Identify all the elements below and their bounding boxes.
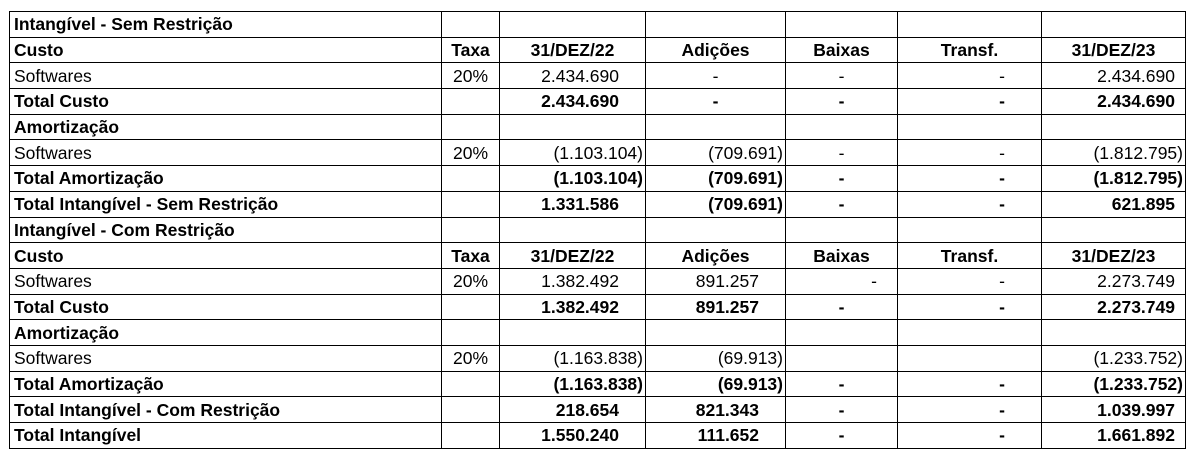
row-end: 2.273.749 xyxy=(1042,294,1186,320)
row-adicoes: 891.257 xyxy=(646,294,786,320)
header-taxa: Taxa xyxy=(442,37,500,63)
row-start: 1.331.586 xyxy=(500,191,646,217)
row-end: (1.812.795) xyxy=(1042,166,1186,192)
row-label: Total Amortização xyxy=(10,371,442,397)
row-taxa: 20% xyxy=(442,63,500,89)
header-adicoes: Adições xyxy=(646,37,786,63)
row-label: Softwares xyxy=(10,63,442,89)
row-label: Softwares xyxy=(10,140,442,166)
table-row xyxy=(10,140,1186,166)
row-label: Total Amortização xyxy=(10,166,442,192)
row-baixas: - xyxy=(786,268,898,294)
header-adicoes: Adições xyxy=(646,243,786,269)
row-start: 1.550.240 xyxy=(500,423,646,449)
header-start: 31/DEZ/22 xyxy=(500,37,646,63)
total-row xyxy=(10,89,1186,115)
table-row xyxy=(10,63,1186,89)
row-end: (1.233.752) xyxy=(1042,371,1186,397)
row-baixas: - xyxy=(786,63,898,89)
row-label: Total Custo xyxy=(10,89,442,115)
row-label: Total Intangível - Sem Restrição xyxy=(10,191,442,217)
section-title-row xyxy=(10,12,1186,38)
row-baixas: - xyxy=(786,89,898,115)
header-taxa: Taxa xyxy=(442,243,500,269)
row-adicoes: 891.257 xyxy=(646,268,786,294)
row-start: 2.434.690 xyxy=(500,89,646,115)
grand-total-row xyxy=(10,423,1186,449)
row-label: Total Intangível xyxy=(10,423,442,449)
row-adicoes: - xyxy=(646,89,786,115)
row-start: 2.434.690 xyxy=(500,63,646,89)
row-start: (1.163.838) xyxy=(500,371,646,397)
row-end: (1.812.795) xyxy=(1042,140,1186,166)
header-baixas: Baixas xyxy=(786,37,898,63)
row-end: (1.233.752) xyxy=(1042,345,1186,371)
header-baixas: Baixas xyxy=(786,243,898,269)
header-label: Custo xyxy=(10,243,442,269)
row-end: 1.661.892 xyxy=(1042,423,1186,449)
subsection-title: Amortização xyxy=(10,320,442,346)
subsection-title-row xyxy=(10,114,1186,140)
row-transf: - xyxy=(898,166,1042,192)
header-label: Custo xyxy=(10,37,442,63)
row-end: 2.434.690 xyxy=(1042,63,1186,89)
header-start: 31/DEZ/22 xyxy=(500,243,646,269)
section-title: Intangível - Com Restrição xyxy=(10,217,442,243)
subsection-title: Amortização xyxy=(10,114,442,140)
row-transf: - xyxy=(898,191,1042,217)
header-transf: Transf. xyxy=(898,243,1042,269)
row-start: 1.382.492 xyxy=(500,294,646,320)
header-row xyxy=(10,37,1186,63)
header-end: 31/DEZ/23 xyxy=(1042,37,1186,63)
row-baixas: - xyxy=(786,191,898,217)
row-adicoes: (709.691) xyxy=(646,191,786,217)
row-label: Softwares xyxy=(10,268,442,294)
row-label: Softwares xyxy=(10,345,442,371)
row-baixas: - xyxy=(786,397,898,423)
row-start: (1.103.104) xyxy=(500,140,646,166)
row-adicoes: 111.652 xyxy=(646,423,786,449)
section-total-row xyxy=(10,191,1186,217)
row-start: (1.163.838) xyxy=(500,345,646,371)
table-row xyxy=(10,345,1186,371)
header-transf: Transf. xyxy=(898,37,1042,63)
table-row xyxy=(10,268,1186,294)
total-row xyxy=(10,371,1186,397)
row-taxa: 20% xyxy=(442,140,500,166)
row-label: Total Custo xyxy=(10,294,442,320)
row-end: 2.434.690 xyxy=(1042,89,1186,115)
row-transf: - xyxy=(898,268,1042,294)
row-baixas: - xyxy=(786,371,898,397)
row-end: 2.273.749 xyxy=(1042,268,1186,294)
row-taxa: 20% xyxy=(442,268,500,294)
row-transf xyxy=(898,345,1042,371)
intangible-assets-table xyxy=(9,11,1186,449)
row-baixas: - xyxy=(786,140,898,166)
row-transf: - xyxy=(898,423,1042,449)
row-transf: - xyxy=(898,140,1042,166)
row-transf: - xyxy=(898,397,1042,423)
row-end: 621.895 xyxy=(1042,191,1186,217)
row-baixas xyxy=(786,345,898,371)
section-title-row xyxy=(10,217,1186,243)
row-start: 218.654 xyxy=(500,397,646,423)
row-start: (1.103.104) xyxy=(500,166,646,192)
row-label: Total Intangível - Com Restrição xyxy=(10,397,442,423)
row-adicoes: (709.691) xyxy=(646,166,786,192)
row-transf: - xyxy=(898,371,1042,397)
header-row xyxy=(10,243,1186,269)
row-taxa: 20% xyxy=(442,345,500,371)
row-transf: - xyxy=(898,294,1042,320)
row-baixas: - xyxy=(786,294,898,320)
row-transf: - xyxy=(898,89,1042,115)
row-end: 1.039.997 xyxy=(1042,397,1186,423)
row-adicoes: 821.343 xyxy=(646,397,786,423)
row-adicoes: - xyxy=(646,63,786,89)
row-start: 1.382.492 xyxy=(500,268,646,294)
row-adicoes: (69.913) xyxy=(646,371,786,397)
section-total-row xyxy=(10,397,1186,423)
row-adicoes: (69.913) xyxy=(646,345,786,371)
header-end: 31/DEZ/23 xyxy=(1042,243,1186,269)
total-row xyxy=(10,294,1186,320)
subsection-title-row xyxy=(10,320,1186,346)
row-baixas: - xyxy=(786,423,898,449)
row-adicoes: (709.691) xyxy=(646,140,786,166)
row-transf: - xyxy=(898,63,1042,89)
total-row xyxy=(10,166,1186,192)
section-title: Intangível - Sem Restrição xyxy=(10,12,442,38)
row-baixas: - xyxy=(786,166,898,192)
